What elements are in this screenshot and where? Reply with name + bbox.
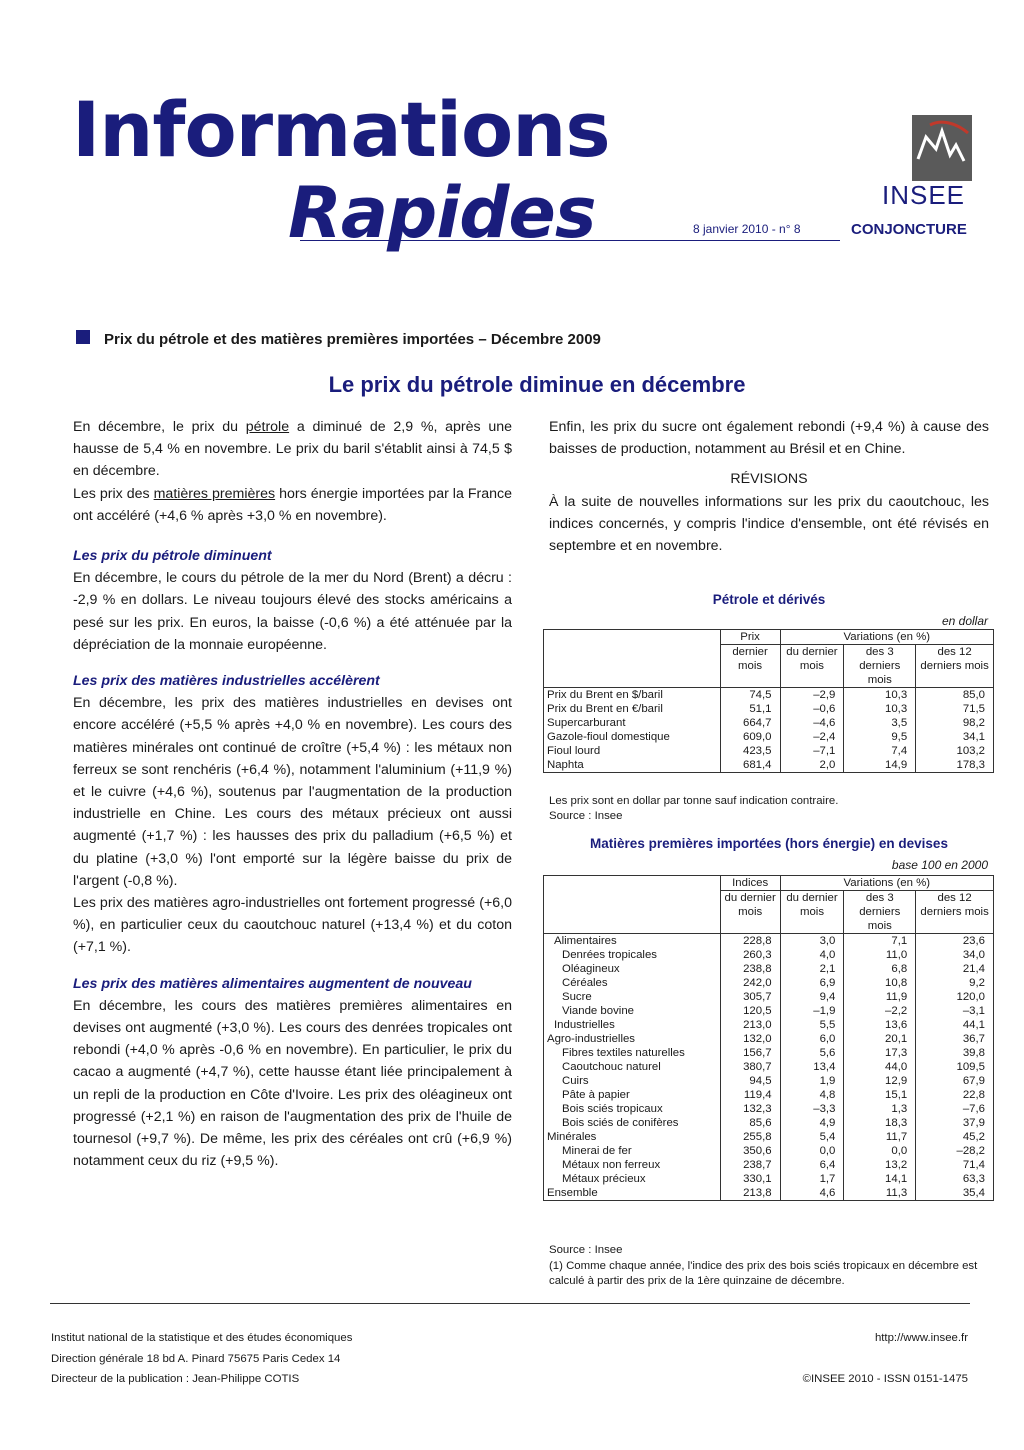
row-value: 12,9: [844, 1074, 916, 1088]
footer-line-1: Institut national de la statistique et des études économiques: [51, 1332, 353, 1344]
row-value: 0,0: [844, 1144, 916, 1158]
row-value: 380,7: [720, 1060, 780, 1074]
table-row: [544, 1046, 994, 1060]
row-value: 238,7: [720, 1158, 780, 1172]
row-value: –7,6: [916, 1102, 994, 1116]
row-value: 609,0: [720, 730, 780, 744]
headline: Le prix du pétrole diminue en décembre: [328, 372, 746, 397]
row-value: 14,9: [844, 758, 916, 773]
row-value: 44,0: [844, 1060, 916, 1074]
footer-line-2: Direction générale 18 bd A. Pinard 75675 Paris Cedex 14: [51, 1352, 341, 1365]
section-text-petrole: En décembre, le cours du pétrole de la mer du Nord (Brent) a décru : -2,9 % en dollars. Le niveau toujours élevé des stocks américains a pesé sur les prix. En euros, la baisse (-0,6 %) a été atténuée par la dépréciation de la monnaie européenne.: [73, 570, 512, 653]
row-value: 13,2: [844, 1158, 916, 1172]
row-value: 2,0: [780, 758, 844, 773]
row-value: 228,8: [720, 934, 780, 949]
row-value: 664,7: [720, 716, 780, 730]
footer-copyright: ©INSEE 2010 - ISSN 0151-1475: [802, 1373, 968, 1385]
sucre-paragraph: Enfin, les prix du sucre ont également rebondi (+9,4 %) à cause des baisses de production, notamment au Brésil et en Chine.: [549, 419, 989, 458]
header-empty: [544, 630, 721, 645]
table-matieres-source: Source : Insee: [549, 1244, 623, 1256]
row-value: 6,9: [780, 976, 844, 990]
row-value: 120,5: [720, 1004, 780, 1018]
row-value: 98,2: [916, 716, 994, 730]
table-row: [544, 976, 994, 990]
row-value: 85,6: [720, 1116, 780, 1130]
row-value: 21,4: [916, 962, 994, 976]
row-label: Ensemble: [547, 1187, 598, 1199]
table-row: [544, 716, 994, 730]
table-row: [544, 1004, 994, 1018]
table-row: [544, 1088, 994, 1102]
table-matieres-footnote: (1) Comme chaque année, l'indice des prix des bois sciés tropicaux en décembre est calculé à partir des prix de la 1ère quinzaine de décembre.: [549, 1260, 978, 1287]
masthead-subtitle: Rapides: [288, 172, 596, 254]
section-title-petrole: Les prix du pétrole diminuent: [73, 548, 272, 565]
row-value: 34,0: [916, 948, 994, 962]
row-value: 36,7: [916, 1032, 994, 1046]
row-value: 9,5: [844, 730, 916, 744]
footer-institution: [51, 1328, 352, 1390]
row-value: 213,0: [720, 1018, 780, 1032]
table-row: [544, 1102, 994, 1116]
row-value: 4,0: [780, 948, 844, 962]
row-label: Métaux précieux: [562, 1173, 646, 1185]
row-value: 255,8: [720, 1130, 780, 1144]
issue-date: 8 janvier 2010 - n° 8: [693, 222, 801, 236]
row-value: 10,3: [844, 688, 916, 703]
row-value: 7,1: [844, 934, 916, 949]
row-label: Alimentaires: [554, 935, 617, 947]
row-label: Sucre: [562, 991, 592, 1003]
table-row: [544, 702, 994, 716]
row-value: –3,3: [780, 1102, 844, 1116]
row-value: –2,4: [780, 730, 844, 744]
row-label: Oléagineux: [562, 963, 620, 975]
table-row: [544, 1116, 994, 1130]
header-du-dernier-mois: du dernier mois: [720, 891, 780, 934]
row-value: 23,6: [916, 934, 994, 949]
table-matieres-unit: base 100 en 2000: [891, 858, 988, 872]
row-value: 213,8: [720, 1186, 780, 1201]
header-variations: Variations (en %): [780, 630, 993, 645]
table-row: [544, 1158, 994, 1172]
header-empty: [544, 645, 721, 688]
table-matieres-title: Matières premières importées (hors énergie) en devises: [590, 836, 948, 851]
text: a diminué de 2,9 %, après une hausse de 5,4 % en novembre. Le prix du baril s'établit ainsi à 74,5 $ en décembre.: [73, 419, 513, 480]
table-row: [544, 934, 994, 949]
rubric: Prix du pétrole et des matières premières importées – Décembre 2009: [104, 331, 601, 348]
table-row: [544, 1018, 994, 1032]
table-petrole-title: Pétrole et dérivés: [712, 592, 826, 607]
table-row: [544, 1186, 994, 1201]
row-value: 238,8: [720, 962, 780, 976]
row-label: Naphta: [547, 759, 584, 771]
row-value: 11,3: [844, 1186, 916, 1201]
text: hors énergie importées par la France ont accéléré (+4,6 % après +3,0 % en novembre).: [73, 485, 513, 524]
row-value: 6,4: [780, 1158, 844, 1172]
row-value: –2,2: [844, 1004, 916, 1018]
masthead-title: Informations: [72, 85, 610, 174]
left-column: [73, 416, 512, 1173]
row-label: Supercarburant: [547, 717, 626, 729]
matieres-premieres-link[interactable]: matières premières: [153, 485, 276, 502]
row-label: Minerai de fer: [562, 1145, 632, 1157]
footer-right: [760, 1328, 968, 1390]
row-value: 44,1: [916, 1018, 994, 1032]
footer-rule: [50, 1303, 970, 1304]
header-empty: [544, 891, 721, 934]
text: Les prix des: [73, 485, 154, 502]
revisions-text: À la suite de nouvelles informations sur les prix du caoutchouc, les indices concernés, y compris l'indice d'ensemble, ont été révisés en septembre et en novembre.: [549, 493, 989, 555]
table-row: [544, 744, 994, 758]
table-row: [544, 990, 994, 1004]
row-value: 4,6: [780, 1186, 844, 1201]
row-value: –3,1: [916, 1004, 994, 1018]
right-column: [549, 416, 989, 557]
row-value: 305,7: [720, 990, 780, 1004]
row-value: 20,1: [844, 1032, 916, 1046]
section-title-industrielles: Les prix des matières industrielles accélèrent: [73, 673, 380, 690]
row-value: 120,0: [916, 990, 994, 1004]
table-row: [544, 1032, 994, 1046]
footer-line-3: Directeur de la publication : Jean-Philippe COTIS: [51, 1373, 300, 1385]
row-value: 13,4: [780, 1060, 844, 1074]
row-value: 34,1: [916, 730, 994, 744]
table-row: [544, 1172, 994, 1186]
row-value: 0,0: [780, 1144, 844, 1158]
row-value: 94,5: [720, 1074, 780, 1088]
row-value: 178,3: [916, 758, 994, 773]
header-dernier-mois: dernier mois: [720, 645, 780, 688]
table-petrole-note: Les prix sont en dollar par tonne sauf indication contraire.: [549, 795, 839, 807]
row-value: 103,2: [916, 744, 994, 758]
section-text-industrielles: En décembre, les prix des matières industrielles en devises ont encore accéléré (+5,5 % après +4,0 % en novembre). Les cours des matières minérales ont continué de croître (+5,4 %) : les métaux non ferreux se sont renchéris (+6,4 %), notamment l'aluminium (+11,9 %) et le cuivre (+4,6 %), soutenus par l'augmentation de la production industrielle en Chine. Les cours des métaux précieux ont aussi augmenté (+1,7 %) : les hausses des prix du palladium (+6,5 %) et du platine (+3,0 %) l'ont emporté sur la légère baisse du prix de l'argent (-0,8 %).: [73, 695, 512, 889]
rubric-square-icon: [76, 330, 90, 344]
header-3-mois: des 3 derniers mois: [844, 645, 916, 688]
row-value: 5,6: [780, 1046, 844, 1060]
row-value: 423,5: [720, 744, 780, 758]
row-value: 4,9: [780, 1116, 844, 1130]
section-text-alimentaires: En décembre, les cours des matières premières alimentaires en devises ont augmenté (+3,0 %). Les cours des denrées tropicales ont rebondi (+4,0 % après -0,6 % en novembre). En particulier, le prix du cacao a augmenté (+4,7 %), cette hausse étant liée principalement à un repli de la production en Côte d'Ivoire. Les prix des oléagineux ont progressé (+2,1 %) en raison de l'augmentation des prix de l'huile de tournesol (+9,7 %). De même, les prix des céréales ont crû (+6,9 %) notamment ceux du riz (+9,5 %).: [73, 997, 512, 1170]
header-du-dernier-mois-var: du dernier mois: [780, 891, 844, 934]
row-value: 6,8: [844, 962, 916, 976]
row-value: 9,2: [916, 976, 994, 990]
row-value: –7,1: [780, 744, 844, 758]
insee-logo-icon: [912, 115, 972, 181]
footer-url[interactable]: http://www.insee.fr: [874, 1332, 968, 1344]
header-empty: [544, 876, 721, 891]
header-12-mois: des 12 derniers mois: [916, 645, 994, 688]
row-label: Fioul lourd: [547, 745, 601, 757]
row-value: 6,0: [780, 1032, 844, 1046]
row-value: 2,1: [780, 962, 844, 976]
row-label: Minérales: [547, 1131, 597, 1143]
row-label: Céréales: [562, 977, 608, 989]
row-label: Industrielles: [554, 1019, 615, 1031]
row-value: 1,3: [844, 1102, 916, 1116]
row-value: 10,3: [844, 702, 916, 716]
row-value: 132,0: [720, 1032, 780, 1046]
row-value: 45,2: [916, 1130, 994, 1144]
row-value: 18,3: [844, 1116, 916, 1130]
text: En décembre, le prix du: [73, 419, 246, 435]
row-value: –2,9: [780, 688, 844, 703]
row-label: Prix du Brent en $/baril: [547, 689, 663, 701]
section-text-agro: Les prix des matières agro-industrielles ont fortement progressé (+6,0 %), en particulier ceux du caoutchouc naturel (+13,4 %) et du coton (+7,1 %).: [73, 895, 512, 956]
header-12-mois: des 12 derniers mois: [916, 891, 994, 934]
row-value: 11,0: [844, 948, 916, 962]
petrole-link[interactable]: pétrole: [245, 419, 290, 435]
row-value: 11,7: [844, 1130, 916, 1144]
insee-logo-text: INSEE: [882, 180, 966, 210]
row-value: 109,5: [916, 1060, 994, 1074]
row-value: 119,4: [720, 1088, 780, 1102]
row-value: 17,3: [844, 1046, 916, 1060]
section-title-alimentaires: Les prix des matières alimentaires augmentent de nouveau: [73, 975, 472, 992]
header-prix: Prix: [720, 630, 780, 645]
table-matieres: [543, 875, 994, 1201]
row-value: 71,4: [916, 1158, 994, 1172]
row-value: 681,4: [720, 758, 780, 773]
row-value: 5,5: [780, 1018, 844, 1032]
table-row: [544, 962, 994, 976]
row-value: –4,6: [780, 716, 844, 730]
row-label: Agro-industrielles: [547, 1033, 635, 1045]
row-value: 13,6: [844, 1018, 916, 1032]
table-row: [544, 1144, 994, 1158]
intro-paragraph-1: [73, 416, 512, 483]
row-label: Gazole-fioul domestique: [547, 731, 670, 743]
row-label: Métaux non ferreux: [562, 1159, 661, 1171]
row-value: 63,3: [916, 1172, 994, 1186]
row-value: 3,5: [844, 716, 916, 730]
row-value: 3,0: [780, 934, 844, 949]
row-value: 15,1: [844, 1088, 916, 1102]
masthead-rule: [300, 240, 840, 241]
table-petrole-unit: en dollar: [941, 614, 988, 628]
row-label: Denrées tropicales: [562, 949, 657, 961]
row-value: 350,6: [720, 1144, 780, 1158]
row-value: 1,7: [780, 1172, 844, 1186]
revisions-title: RÉVISIONS: [730, 471, 808, 488]
row-value: 7,4: [844, 744, 916, 758]
header-3-mois: des 3 derniers mois: [844, 891, 916, 934]
table-row: [544, 688, 994, 703]
row-label: Prix du Brent en €/baril: [547, 703, 663, 715]
row-value: 71,5: [916, 702, 994, 716]
table-petrole: [543, 629, 994, 773]
row-value: 67,9: [916, 1074, 994, 1088]
row-value: 14,1: [844, 1172, 916, 1186]
row-value: –28,2: [916, 1144, 994, 1158]
row-value: 330,1: [720, 1172, 780, 1186]
row-label: Viande bovine: [562, 1005, 634, 1017]
row-label: Bois sciés tropicaux: [562, 1103, 663, 1115]
row-value: 10,8: [844, 976, 916, 990]
table-row: [544, 948, 994, 962]
row-label: Pâte à papier: [562, 1089, 630, 1101]
row-value: 22,8: [916, 1088, 994, 1102]
header-indices: Indices: [720, 876, 780, 891]
table-row: [544, 1074, 994, 1088]
row-value: 51,1: [720, 702, 780, 716]
header-variations: Variations (en %): [780, 876, 993, 891]
row-value: 5,4: [780, 1130, 844, 1144]
row-value: 4,8: [780, 1088, 844, 1102]
row-value: 35,4: [916, 1186, 994, 1201]
table-row: [544, 730, 994, 744]
row-value: 242,0: [720, 976, 780, 990]
row-value: –1,9: [780, 1004, 844, 1018]
row-value: 132,3: [720, 1102, 780, 1116]
row-value: 85,0: [916, 688, 994, 703]
row-value: 260,3: [720, 948, 780, 962]
header-du-dernier-mois: du dernier mois: [780, 645, 844, 688]
row-value: 156,7: [720, 1046, 780, 1060]
row-label: Fibres textiles naturelles: [562, 1047, 685, 1059]
row-label: Caoutchouc naturel: [562, 1061, 661, 1073]
row-label: Bois sciés de conifères: [562, 1117, 679, 1129]
table-petrole-source: Source : Insee: [549, 810, 623, 822]
table-row: [544, 1130, 994, 1144]
row-value: 1,9: [780, 1074, 844, 1088]
row-value: 11,9: [844, 990, 916, 1004]
row-value: 39,8: [916, 1046, 994, 1060]
intro-paragraph-2: [73, 483, 512, 527]
row-value: 74,5: [720, 688, 780, 703]
section-label: CONJONCTURE: [851, 221, 967, 238]
row-value: 9,4: [780, 990, 844, 1004]
row-label: Cuirs: [562, 1075, 589, 1087]
row-value: 37,9: [916, 1116, 994, 1130]
table-row: [544, 758, 994, 773]
table-row: [544, 1060, 994, 1074]
row-value: –0,6: [780, 702, 844, 716]
